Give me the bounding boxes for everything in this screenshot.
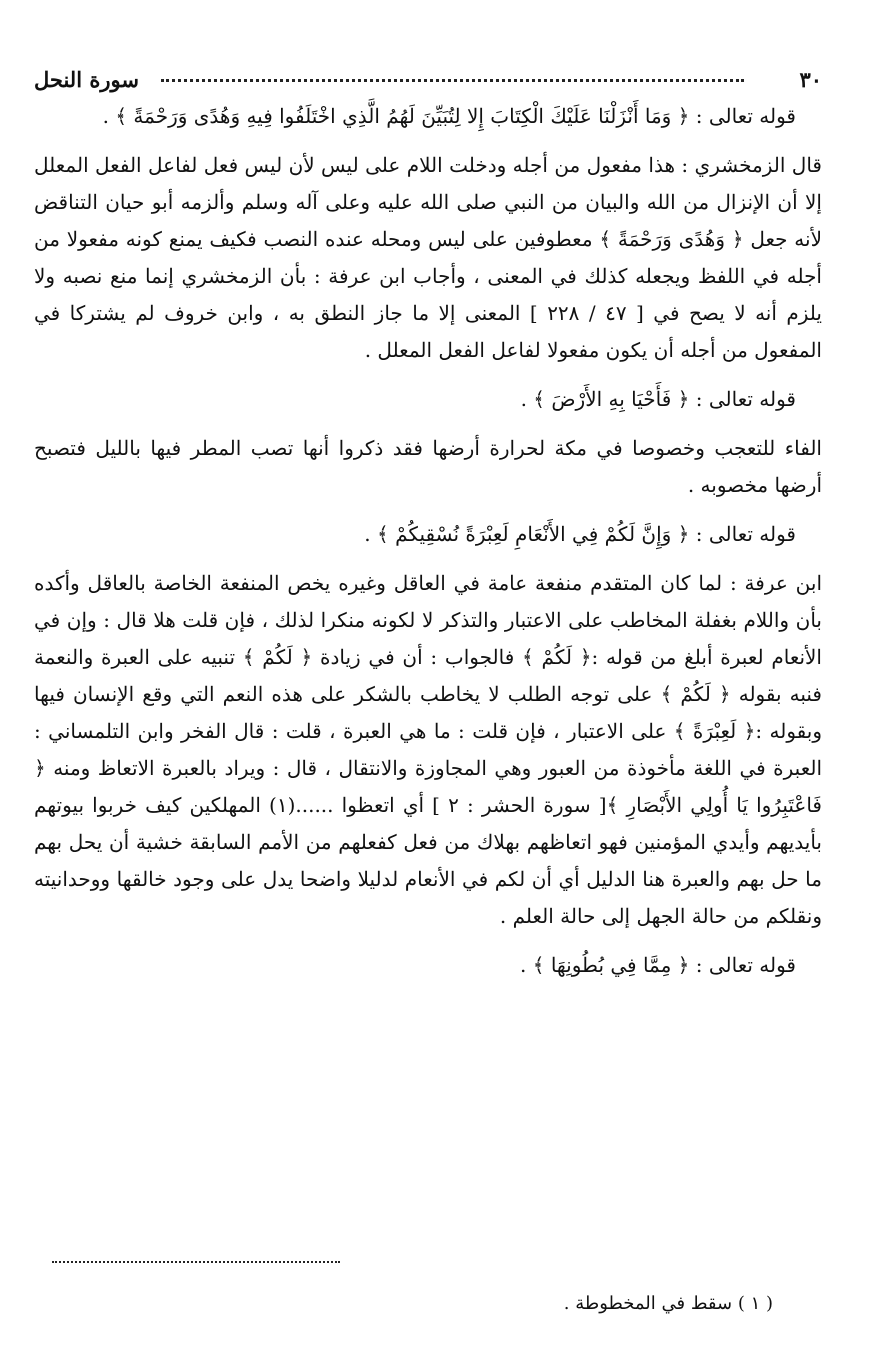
- commentary-paragraph: ابن عرفة : لما كان المتقدم منفعة عامة في العاقل وغيره يخص المنفعة الخاصة بالعاقل وأكده بأن واللام بغفلة المخاطب على الاعتبار والتذكر لا لكونه منكرا لذلك ، فإن قلت هلا قال : وإن في الأنعام لعبرة أبلغ من قوله :﴿ لَكُمْ ﴾ فالجواب : أن في زيادة ﴿ لَكُمْ ﴾ تنبيه على العبرة والنعمة فنبه بقوله ﴿ لَكُمْ ﴾ على توجه الطلب لا يخاطب بالشكر على هذه النعم التي وقع الإنسان فيها وبقوله :﴿ لَعِبْرَةً ﴾ على الاعتبار ، فإن قلت : ما هي العبرة ، قلت : قال الفخر وابن التلمساني : العبرة في اللغة مأخوذة من العبور وهي المجاوزة والانتقال ، قال : ويراد بالعبرة الاتعاظ ومنه ﴿ فَاعْتَبِرُوا يَا أُولِي الأَبْصَارِ ﴾[ سورة الحشر : ٢ ] أي اتعظوا ......(١) المهلكين كيف خربوا بيوتهم بأيديهم وأيدي المؤمنين فهو اتعاظهم بهلاك من فعل كفعلهم من الأمم السابقة خشية أن يحل بهم ما حل بهم والعبرة هنا الدليل أي أن لكم في الأنعام لدليلا واضحا يدل على وجود خالقها ووحدانيته ونقلكم من حالة الجهل إلى حالة العلم .: [34, 571, 822, 928]
- verse-heading: قوله تعالى : ﴿ فَأَحْيَا بِهِ الأَرْضَ ﴾ .: [520, 387, 796, 411]
- book-page: [34, 52, 822, 996]
- surah-title: سورة النحل: [34, 67, 139, 92]
- verse-heading: قوله تعالى : ﴿ وَمَا أَنْزَلْنَا عَلَيْكَ الْكِتَابَ إِلا لِتُبَيِّنَ لَهُمُ الَّذِي اخْتَلَفُوا فِيهِ وَهُدًى وَرَحْمَةً ﴾ .: [102, 104, 796, 128]
- footnote-separator: [52, 1261, 340, 1263]
- page-body: [34, 98, 822, 984]
- commentary-paragraph: الفاء للتعجب وخصوصا في مكة لحرارة أرضها فقد ذكروا أنها تصب المطر فيها بالليل فتصبح أرضها مخصوبه .: [34, 436, 822, 497]
- verse-heading: قوله تعالى : ﴿ مِمَّا فِي بُطُونِهَا ﴾ .: [520, 953, 796, 977]
- page-number: ٣٠: [799, 67, 822, 92]
- header-dotted-rule: [161, 79, 744, 82]
- verse-heading: قوله تعالى : ﴿ وَإِنَّ لَكُمْ فِي الأَنْعَامِ لَعِبْرَةً نُسْقِيكُمْ ﴾ .: [364, 522, 796, 546]
- footnote: ( ١ ) سقط في المخطوطة .: [563, 1293, 773, 1314]
- page-header: [34, 52, 822, 92]
- commentary-paragraph: قال الزمخشري : هذا مفعول من أجله ودخلت اللام على ليس لأن ليس فعل لفاعل الفعل المعلل إلا أن الإنزال من الله والبيان من النبي صلى الله عليه وعلى آله وسلم وألزمه أبو حيان التناقض لأنه جعل ﴿ وَهُدًى وَرَحْمَةً ﴾ معطوفين على ليس ومحله عنده النصب فكيف يمنع كونه مفعولا من أجله في اللفظ ويجعله كذلك في المعنى ، وأجاب ابن عرفة : بأن الزمخشري إنما منع نصبه ولا يلزم أنه لا يصح في [ ٤٧ / ٢٢٨ ] المعنى إلا ما جاز النطق به ، وابن خروف لم يشتركا في المفعول من أجله أن يكون مفعولا لفاعل الفعل المعلل .: [34, 153, 822, 362]
